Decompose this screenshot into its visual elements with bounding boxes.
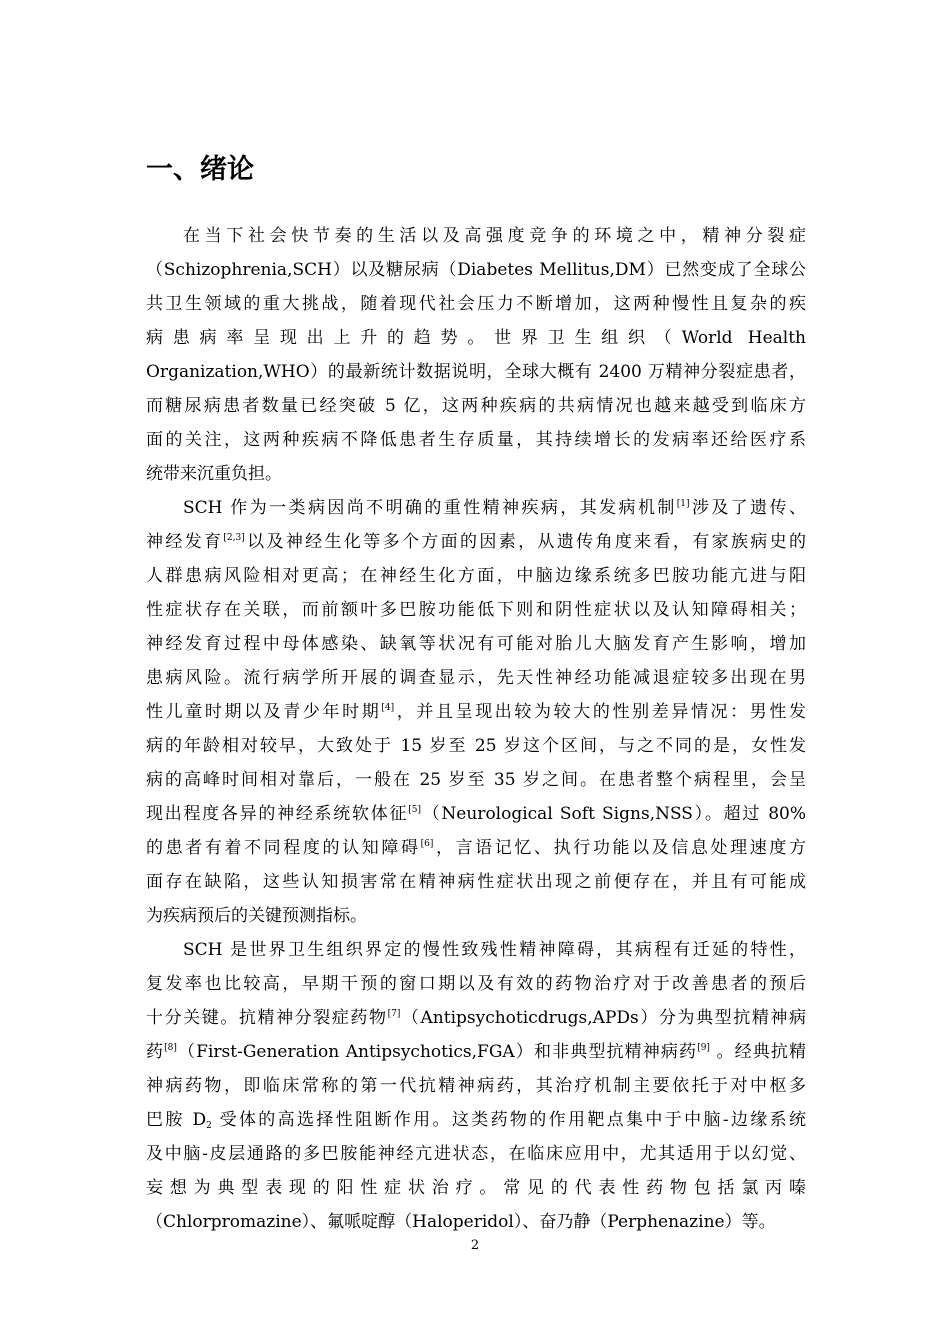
text-line: 性儿童时期以及青少年时期[4]，并且呈现出较为较大的性别差异情况：男性发 — [146, 702, 806, 722]
text-line: 在当下社会快节奏的生活以及高强度竞争的环境之中，精神分裂症 — [183, 226, 806, 246]
citation-ref: [9] — [697, 1043, 710, 1053]
text-line: 面存在缺陷，这些认知损害常在精神病性症状出现之前便存在，并且有可能成 — [146, 872, 806, 892]
subscript: 2 — [206, 1121, 212, 1131]
text-line: 性症状存在关联，而前额叶多巴胺功能低下则和阴性症状以及认知障碍相关； — [146, 600, 806, 620]
citation-ref: [7] — [387, 1009, 401, 1019]
body-text — [146, 219, 806, 1239]
text-line: （Chlorpromazine）、氟哌啶醇（Haloperidol）、奋乃静（Perphenazine）等。 — [146, 1212, 776, 1232]
page-number: 2 — [470, 1238, 480, 1253]
text-line: 十分关键。抗精神分裂症药物[7]（Antipsychoticdrugs,APDs）分为典型抗精神病 — [146, 1008, 806, 1028]
citation-ref: [8] — [164, 1043, 177, 1053]
text-line: 药[8]（First-Generation Antipsychotics,FGA）和非典型抗精神病药[9] 。经典抗精 — [146, 1042, 806, 1062]
citation-ref: [2,3] — [223, 533, 245, 543]
text-line: 的患者有着不同程度的认知障碍[6]，言语记忆、执行功能以及信息处理速度方 — [146, 838, 806, 858]
text-line: 患病风险。流行病学所开展的调查显示，先天性神经功能减退症较多出现在男 — [146, 668, 806, 688]
citation-ref: [5] — [408, 805, 421, 815]
text-line: 及中脑-皮层通路的多巴胺能神经亢进状态，在临床应用中，尤其适用于以幻觉、 — [146, 1144, 806, 1164]
text-line: （Schizophrenia,SCH）以及糖尿病（Diabetes Mellitus,DM）已然变成了全球公 — [146, 260, 806, 280]
text-line: 复发率也比较高，早期干预的窗口期以及有效的药物治疗对于改善患者的预后 — [146, 974, 806, 994]
text-line: 面的关注，这两种疾病不降低患者生存质量，其持续增长的发病率还给医疗系 — [146, 430, 806, 450]
text-line: 病的年龄相对较早，大致处于 15 岁至 25 岁这个区间，与之不同的是，女性发 — [146, 736, 806, 756]
text-line: 统带来沉重负担。 — [146, 464, 282, 484]
text-line: 共卫生领域的重大挑战，随着现代社会压力不断增加，这两种慢性且复杂的疾 — [146, 294, 806, 314]
text-line: 妄想为典型表现的阳性症状治疗。常见的代表性药物包括氯丙嗪 — [146, 1178, 806, 1198]
text-line: SCH 作为一类病因尚不明确的重性精神疾病，其发病机制[1]涉及了遗传、 — [183, 498, 806, 518]
citation-ref: [1] — [676, 499, 690, 509]
text-line: 神病药物，即临床常称的第一代抗精神病药，其治疗机制主要依托于对中枢多 — [146, 1076, 806, 1096]
text-line: 病的高峰时间相对靠后，一般在 25 岁至 35 岁之间。在患者整个病程里，会呈 — [146, 770, 806, 790]
text-line: 巴胺 $D_2$ 受体的高选择性阻断作用。这类药物的作用靶点集中于中脑-边缘系统 — [146, 1110, 806, 1131]
text-line: 神经发育[2,3]以及神经生化等多个方面的因素，从遗传角度来看，有家族病史的 — [146, 532, 806, 552]
text-line: 病患病率呈现出上升的趋势。世界卫生组织（World Health — [146, 328, 806, 348]
text-line: 现出程度各异的神经系统软体征[5]（Neurological Soft Signs,NSS）。超过 80% — [146, 804, 806, 824]
text-line: 而糖尿病患者数量已经突破 5 亿，这两种疾病的共病情况也越来越受到临床方 — [146, 396, 806, 416]
text-line: 人群患病风险相对更高；在神经生化方面，中脑边缘系统多巴胺功能亢进与阳 — [146, 566, 806, 586]
citation-ref: [4] — [381, 703, 395, 713]
section-heading: 一、绪论 — [146, 154, 254, 185]
text-line: 为疾病预后的关键预测指标。 — [146, 906, 367, 926]
text-line: Organization,WHO）的最新统计数据说明，全球大概有 2400 万精神分裂症患者， — [146, 362, 806, 382]
text-line: 神经发育过程中母体感染、缺氧等状况有可能对胎儿大脑发育产生影响，增加 — [146, 634, 806, 654]
text-line: SCH 是世界卫生组织界定的慢性致残性精神障碍，其病程有迁延的特性， — [183, 940, 806, 960]
citation-ref: [6] — [420, 839, 434, 849]
